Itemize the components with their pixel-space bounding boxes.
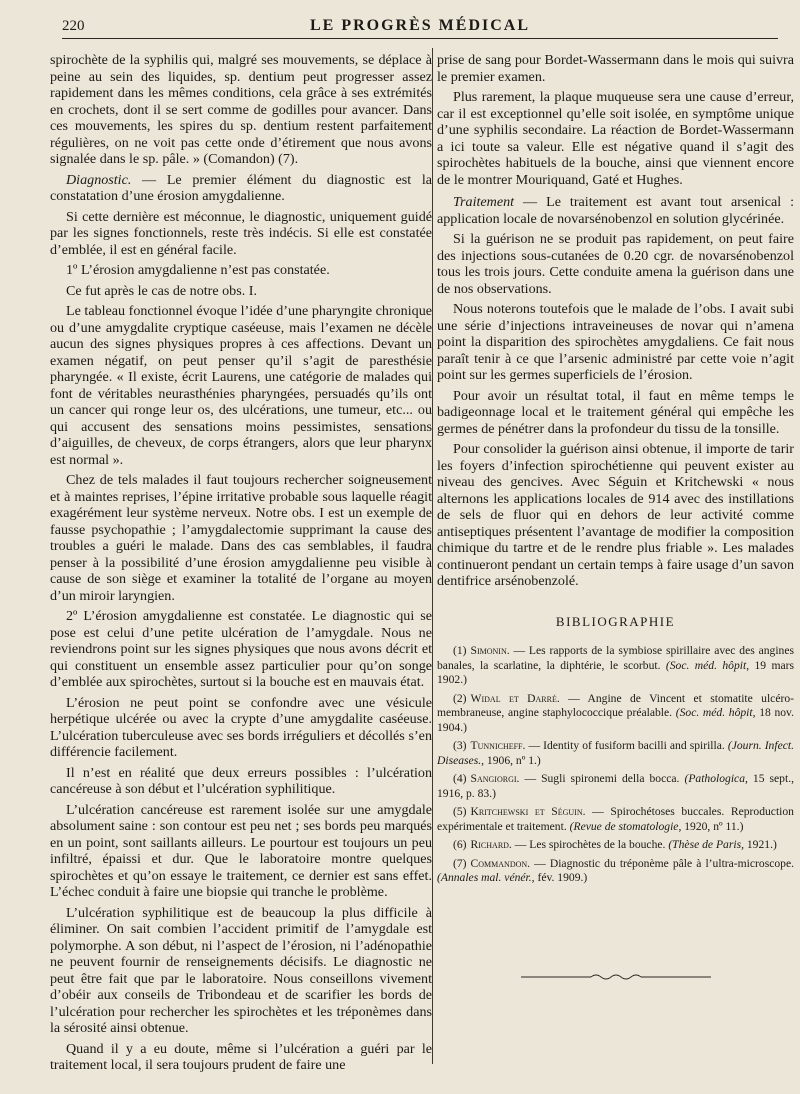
entry-details: 15 sept., 1916, p. 83.) [437,772,794,800]
bibliography-heading: BIBLIOGRAPHIE [555,613,676,629]
entry-details: , 18 nov. 1904.) [437,706,794,734]
paragraph: Il n’est en réalité que deux erreurs possibles : l’ulcération cancéreuse à son début et l’ulcération syphilitique. [50,764,432,797]
entry-number: (1) [453,644,467,657]
entry-journal: (Pathologica, [684,772,748,785]
entry-number: (3) [453,739,467,752]
entry-journal: (Thèse de Paris, [668,838,744,851]
entry-details: fév. 1909.) [534,871,588,884]
page-number: 220 [62,18,85,34]
paragraph: Pour avoir un résultat total, il faut en même temps le badigeonnage local et le traitement général qui empêche les germes de pénétrer dans la profondeur du tissu de la tonsille. [437,387,794,437]
entry-text: — Sugli spironemi della bocca. [519,772,685,785]
entry-details: , 1906, nº 1.) [481,753,541,767]
entry-number: (6) [453,838,467,851]
bibliography-list [437,644,794,886]
paragraph: prise de sang pour Bordet-Wassermann dans le mois qui suivra le premier examen. [437,52,794,85]
paragraph: Si la guérison ne se produit pas rapidement, on peut faire des injections sous-cutanées de 0.20 cgr. de novarsénobenzol tous les trois jours. Cette conduite amena la guérison dans une de nos observations. [437,231,794,297]
section-label-treatment: Traitement [453,194,515,210]
entry-number: (5) [453,805,467,818]
paragraph: Chez de tels malades il faut toujours rechercher soigneusement et à maintes reprises, l’épine irritative probable sous laquelle réagit exagérément leur système nerveux. Notre obs. I est un exemple de fausse psychopathie ; l’amygdalectomie supprimant la cause des troubles a guéri le malade. Dans des cas semblables, il faudra penser à la possibilité d’une érosion amygdalienne peu visible à cause de son siège et examiner la totalité de l’organe au moyen d’un miroir laryngien. [50,472,432,604]
section-label-diagnostic: Diagnostic. [66,171,132,188]
bibliography-entry [437,805,794,834]
paragraph: Le tableau fonctionnel évoque l’idée d’une pharyngite chronique ou d’une amygdalite cryptique caséeuse, mais l’examen ne décèle aucun des signes physiques propres à ces affections. Devant un examen négatif, on peut penser qu’il s’agit de paresthésie pharyngée. « Il existe, écrit Laurens, une catégorie de malades qui font de véritables neurasthénies pharyngées, persuadés qu’ils ont un cancer qui ronge leur os, des ulcérations, une tumeur, etc... ou qui accusent des sensations moins pessimistes, sensations d’aiguilles, de cheveux, de corps étrangers, alors que leur pharynx est normal ». [50,303,432,468]
paragraph: Pour consolider la guérison ainsi obtenue, il importe de tarir les foyers d’infection spirochétienne qui peuvent exister au niveau des gencives. Avec Séguin et Kritchewski « nous alternons les applications locales de 914 avec des instillations de sels de fluor qui en dehors de leur activité comme antiseptiques présentent l’avantage de modifier la composition chimique du tartre et de le rendre plus friable ». Les malades continueront pendant un certain temps à faire usage d’un savon dentifrice arsénobenzolé. [437,441,794,589]
entry-text: — Angine de Vincent et stomatite ulcéro-membraneuse, angine staphylococcique préalable. [437,691,794,719]
entry-details: 1920, nº 11.) [681,819,744,833]
entry-journal: (Annales mal. vénér., [437,871,535,884]
paragraph: Quand il y a eu doute, même si l’ulcération a guéri par le traitement local, il sera toujours prudent de faire une [50,1040,432,1073]
entry-text: — Les spirochètes de la bouche. [511,838,669,851]
entry-text: — Les rapports de la symbiose spirillaire avec des angines banales, la scarlatine, la diphtérie, le scorbut. [437,644,794,672]
bibliography-entry [437,772,794,801]
entry-author: Richard. [470,838,512,851]
entry-author: Tunnicheff. [470,739,526,752]
entry-text: — Identity of fusiform bacilli and spirilla. [525,739,728,752]
diagnostic-paragraph [50,172,432,205]
paragraph: L’ulcération cancéreuse est rarement isolée sur une amygdale absolument saine : son contour est peu net ; ses bords peu marqués en un point, sont saillants ailleurs. Le pourtour est toujours un peu infiltré, épaissi et dur. Que le laboratoire montre quelques spirochètes et qu’on essaye le traitement, ce dernier est sans effet. L’échec conduit à faire une biopsie qui tranche le problème. [50,801,432,900]
entry-details: , 19 mars 1902.) [437,658,794,686]
entry-author: Commandon. [470,856,531,870]
journal-title: LE PROGRÈS MÉDICAL [309,17,531,34]
bibliography-entry [437,644,794,688]
left-column [50,52,432,1088]
entry-journal: (Soc. méd. hôpit [665,658,747,672]
entry-details: 1921.) [743,838,777,851]
entry-text: — Diagnostic du tréponème pâle à l’ultra-microscope. [530,856,794,870]
entry-journal: (Soc. méd. hôpit [675,706,753,719]
paragraph: Si cette dernière est méconnue, le diagnostic, uniquement guidé par les signes fonctionnels, reste très indécis. Si elle est constatée d’emblée, il est en général facile. [50,208,432,258]
paragraph: spirochète de la syphilis qui, malgré ses mouvements, se déplace à peine au sein des liquides, sp. dentium peut progresser assez rapidement dans les mêmes conditions, cela grâce à ses extrémités en crochets, dont il se sert comme de godilles pour avancer. Dans ces mouvements, les spires du sp. dentium restent parfaitement régulières, on ne voit pas cette onde d’étirement que nous avons signalée dans le sp. pâle. » (Comandon) (7). [50,52,432,167]
paragraph: 2º L’érosion amygdalienne est constatée. Le diagnostic qui se pose est celui d’une petite ulcération de l’amygdale. Nous ne reviendrons point sur les signes physiques que nous avons décrit et qui constituent un ensemble assez particulier pour qu’on songe d’emblée aux spirochètes, surtout si la bouche est en mauvais état. [50,608,432,690]
treatment-paragraph [437,194,794,227]
bibliography-entry [437,692,794,736]
paragraph-text: — Le traitement est avant tout arsenical : application locale de novarsénobenzol en solution glycérinée. [437,194,794,227]
entry-author: Sangiorgi. [470,772,520,785]
paragraph: Plus rarement, la plaque muqueuse sera une cause d’erreur, car il est exceptionnel qu’elle soit isolée, en symptôme unique d’une syphilis secondaire. La réaction de Bordet-Wassermann a ici toute sa valeur. Elle est négative quand il s’agit des spirochètes habituels de la bouche, ainsi que viennent encore de le montrer Mouriquand, Gaté et Hughes. [437,89,794,188]
entry-text: — Spirochétoses buccales. Reproduction expérimentale et traitement. [437,805,794,833]
right-column [437,52,794,1088]
ornament-divider [521,972,711,982]
entry-number: (7) [453,856,467,870]
entry-journal: (Revue de stomatologie, [569,819,682,833]
page-header [62,16,778,39]
paragraph: L’érosion ne peut point se confondre avec une vésicule herpétique ulcérée ou avec la crypte d’une amygdalite caséeuse. L’ulcération tuberculeuse avec ses bords irréguliers et décollés s’en différencie facilement. [50,694,432,760]
entry-author: Widal et Darré. [470,691,560,705]
entry-number: (2) [453,691,467,705]
entry-author: Kritchewski et Séguin. [470,805,586,818]
paragraph-text: — Le premier élément du diagnostic est la constatation d’une érosion amygdalienne. [50,171,432,204]
entry-journal: (Journ. Infect. Diseases. [437,739,794,767]
paragraph: L’ulcération syphilitique est de beaucoup la plus difficile à éliminer. On sait combien l’accident primitif de l’amygdale est polymorphe. A son début, ni l’aspect de l’érosion, ni l’adénopathie ne peuvent fournir de renseignements décisifs. Le diagnostic ne peut être fait que par le laboratoire. Nous conseillons vivement d’obéir aux conseils de Tribondeau et de scarifier les bords de l’ulcération pour rechercher les spirochètes et les tréponèmes dans la sérosité ainsi obtenue. [50,904,432,1036]
entry-author: Simonin. [470,644,510,657]
entry-number: (4) [453,772,467,785]
paragraph: Ce fut après le cas de notre obs. I. [66,282,257,299]
bibliography-entry [437,739,794,768]
paragraph: Nous noterons toutefois que le malade de l’obs. I avait subi une série d’injections intraveineuses de novar qui n’amena point la disparition des spirochètes amygdaliens. Ce fait nous paraît tenir à ce que l’arsenic administré par cette voie n’agit point sur les germes superficiels de l’érosion. [437,301,794,383]
subheading: 1º L’érosion amygdalienne n’est pas constatée. [66,262,330,278]
bibliography-entry [437,838,794,853]
bibliography-entry [437,857,794,886]
column-divider [432,48,433,1064]
